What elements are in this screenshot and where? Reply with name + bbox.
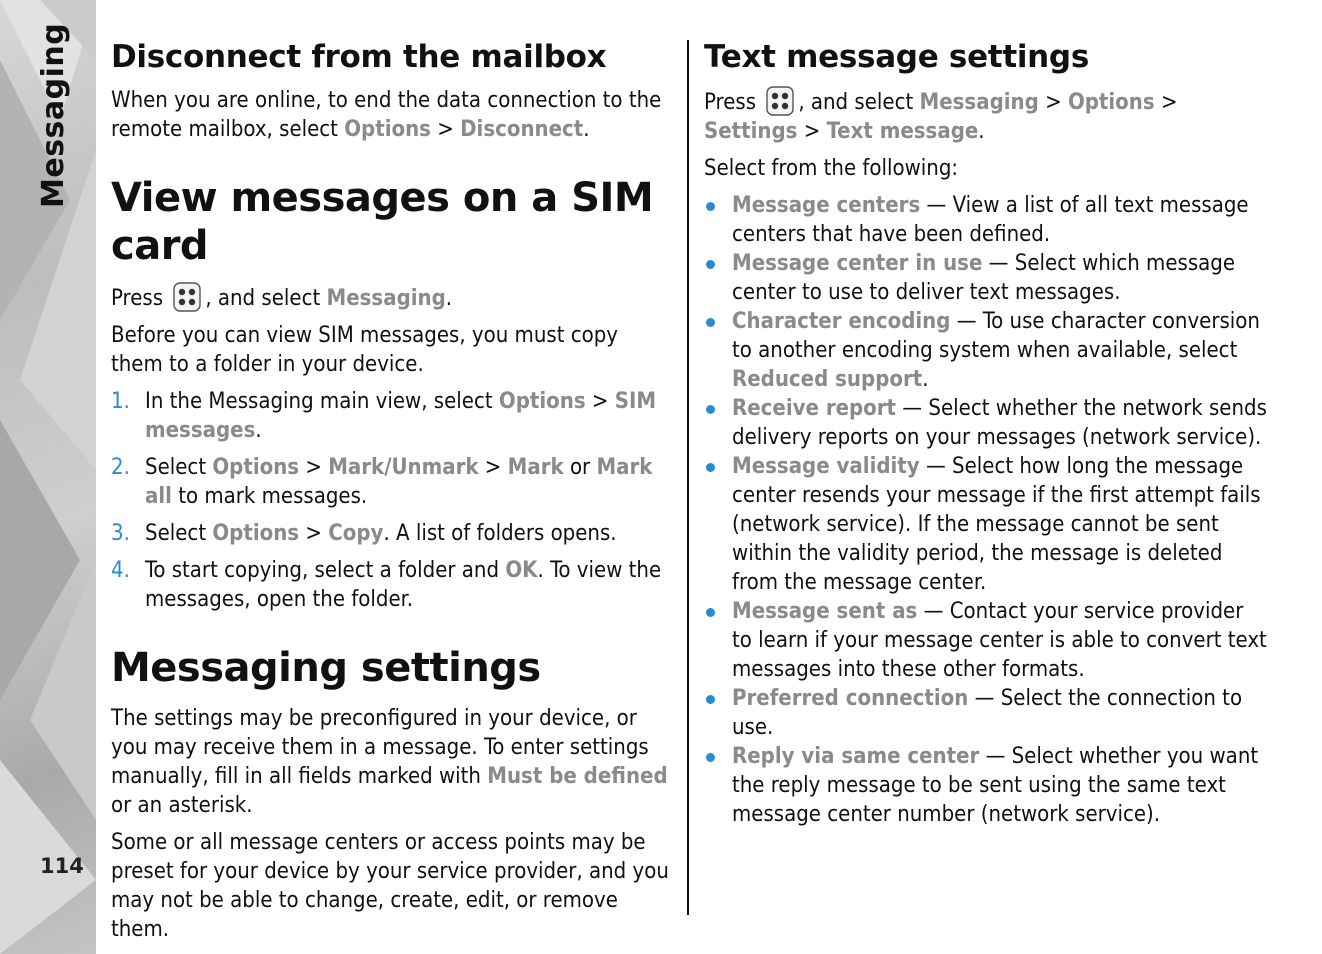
heading-messaging-settings: Messaging settings [111, 645, 541, 691]
path-separator: > [585, 389, 615, 414]
step-number: 3. [111, 521, 130, 546]
text: To start copying, select a folder and [145, 558, 506, 583]
step-2 [111, 453, 673, 511]
option-description: — Contact your service provider to learn if your message center is able to convert text messages into these other formats. [732, 599, 1267, 682]
option-message-center-in-use [704, 249, 1268, 307]
select-from-text: Select from the following: [704, 156, 959, 181]
press-path-paragraph [704, 86, 1268, 146]
option-term: Message sent as [732, 599, 918, 624]
section-title: Messaging [36, 22, 71, 208]
option-term: Message validity [732, 454, 920, 479]
option-reply-via-same-center [704, 742, 1268, 829]
option-description: — Select whether you want the reply message to be sent using the same text message center number (network service). [732, 744, 1259, 827]
settings-paragraph-2: Some or all message centers or access points may be preset for your device by your service provider, and you may not be able to change, create, edit, or remove them. [111, 830, 669, 942]
right-column [704, 38, 1268, 829]
option-term: Message centers [732, 193, 921, 218]
left-column [111, 38, 673, 952]
step-1 [111, 387, 673, 445]
bullet-icon [706, 753, 715, 762]
option-description: — Select how long the message center resends your message if the first attempt fails (network service). If the message cannot be sent within the validity period, the message is deleted from the message center. [732, 454, 1261, 595]
step-number: 4. [111, 558, 130, 583]
sim-steps-list [111, 387, 673, 614]
bullet-icon [706, 202, 715, 211]
menu-key-icon [766, 86, 794, 116]
option-term: Receive report [732, 396, 897, 421]
option-preferred-connection [704, 684, 1268, 742]
text: The settings may be preconfigured in your device, or you may receive them in a message. To enter settings manually, fill in all fields marked with [111, 706, 649, 789]
path-separator: > [299, 455, 329, 480]
option-description: — Select whether the network sends delivery reports on your messages (network service). [732, 396, 1267, 450]
step-number: 1. [111, 389, 130, 414]
text: . [978, 119, 985, 144]
text: . [255, 418, 262, 443]
option-description: — To use character conversion to another encoding system when available, select [732, 309, 1260, 363]
path-separator: > [430, 117, 461, 142]
option-term: Preferred connection [732, 686, 969, 711]
text: Select [145, 455, 213, 480]
menu-path-messaging: Messaging [919, 90, 1039, 115]
path-separator: > [299, 521, 329, 546]
option-term: Message center in use [732, 251, 983, 276]
menu-path-messaging: Messaging [326, 286, 446, 311]
option-receive-report [704, 394, 1268, 452]
menu-path-options: Options [212, 521, 300, 546]
text: Press [111, 286, 164, 311]
option-message-sent-as [704, 597, 1268, 684]
sim-intro-paragraph: Before you can view SIM messages, you must copy them to a folder in your device. [111, 323, 618, 377]
press-paragraph [111, 282, 673, 313]
path-separator: > [1154, 90, 1178, 115]
settings-options-list [704, 191, 1268, 829]
menu-path-mark: Mark [507, 455, 564, 480]
option-description: — Select the connection to use. [732, 686, 1243, 740]
step-3 [111, 519, 673, 548]
path-separator: > [1038, 90, 1068, 115]
text: . [445, 286, 453, 311]
text: or an asterisk. [111, 793, 253, 818]
text: . To view the messages, open the folder. [145, 558, 662, 612]
step-number: 2. [111, 455, 130, 480]
settings-paragraph-1 [111, 704, 673, 820]
option-message-validity [704, 452, 1268, 597]
text: Select [145, 521, 213, 546]
option-description: — View a list of all text message centers that have been defined. [732, 193, 1249, 247]
menu-path-mark-unmark: Mark/Unmark [328, 455, 479, 480]
menu-path-options: Options [344, 117, 431, 142]
menu-path-options: Options [498, 389, 586, 414]
text: to mark messages. [171, 484, 368, 509]
text: In the Messaging main view, select [145, 389, 499, 414]
option-message-centers [704, 191, 1268, 249]
bullet-icon [706, 608, 715, 617]
text: or [563, 455, 597, 480]
column-divider [687, 40, 689, 915]
sidebar-tab [0, 0, 96, 954]
menu-path-options: Options [212, 455, 300, 480]
menu-path-options: Options [1067, 90, 1155, 115]
step-4 [111, 556, 673, 614]
page-number: 114 [40, 854, 84, 878]
option-character-encoding [704, 307, 1268, 394]
menu-path-copy: Copy [328, 521, 384, 546]
menu-path-mark-all: Mark all [145, 455, 653, 509]
option-term: Reply via same center [732, 744, 980, 769]
option-value-reduced-support: Reduced support [732, 367, 923, 392]
path-separator: > [797, 119, 827, 144]
option-term: Character encoding [732, 309, 951, 334]
menu-key-icon [173, 282, 201, 312]
text: Press [704, 90, 757, 115]
field-must-be-defined: Must be defined [487, 764, 668, 789]
path-separator: > [478, 455, 508, 480]
menu-path-settings: Settings [704, 119, 798, 144]
text: , and select [205, 286, 327, 311]
heading-disconnect: Disconnect from the mailbox [111, 39, 607, 75]
text: . [922, 367, 929, 392]
menu-path-disconnect: Disconnect [460, 117, 584, 142]
menu-path-text-message: Text message [826, 119, 979, 144]
bullet-icon [706, 405, 715, 414]
text: . [583, 117, 590, 142]
disconnect-paragraph [111, 86, 673, 144]
bullet-icon [706, 463, 715, 472]
option-description: — Select which message center to use to deliver text messages. [732, 251, 1236, 305]
bullet-icon [706, 260, 715, 269]
menu-path-sim-messages: SIM messages [145, 389, 657, 443]
heading-view-sim: View messages on a SIM card [111, 175, 654, 269]
bullet-icon [706, 695, 715, 704]
text: , and select [798, 90, 920, 115]
text: . A list of folders opens. [383, 521, 617, 546]
heading-text-message-settings: Text message settings [704, 39, 1089, 75]
text: When you are online, to end the data connection to the remote mailbox, select [111, 88, 662, 142]
menu-path-ok: OK [505, 558, 538, 583]
bullet-icon [706, 318, 715, 327]
